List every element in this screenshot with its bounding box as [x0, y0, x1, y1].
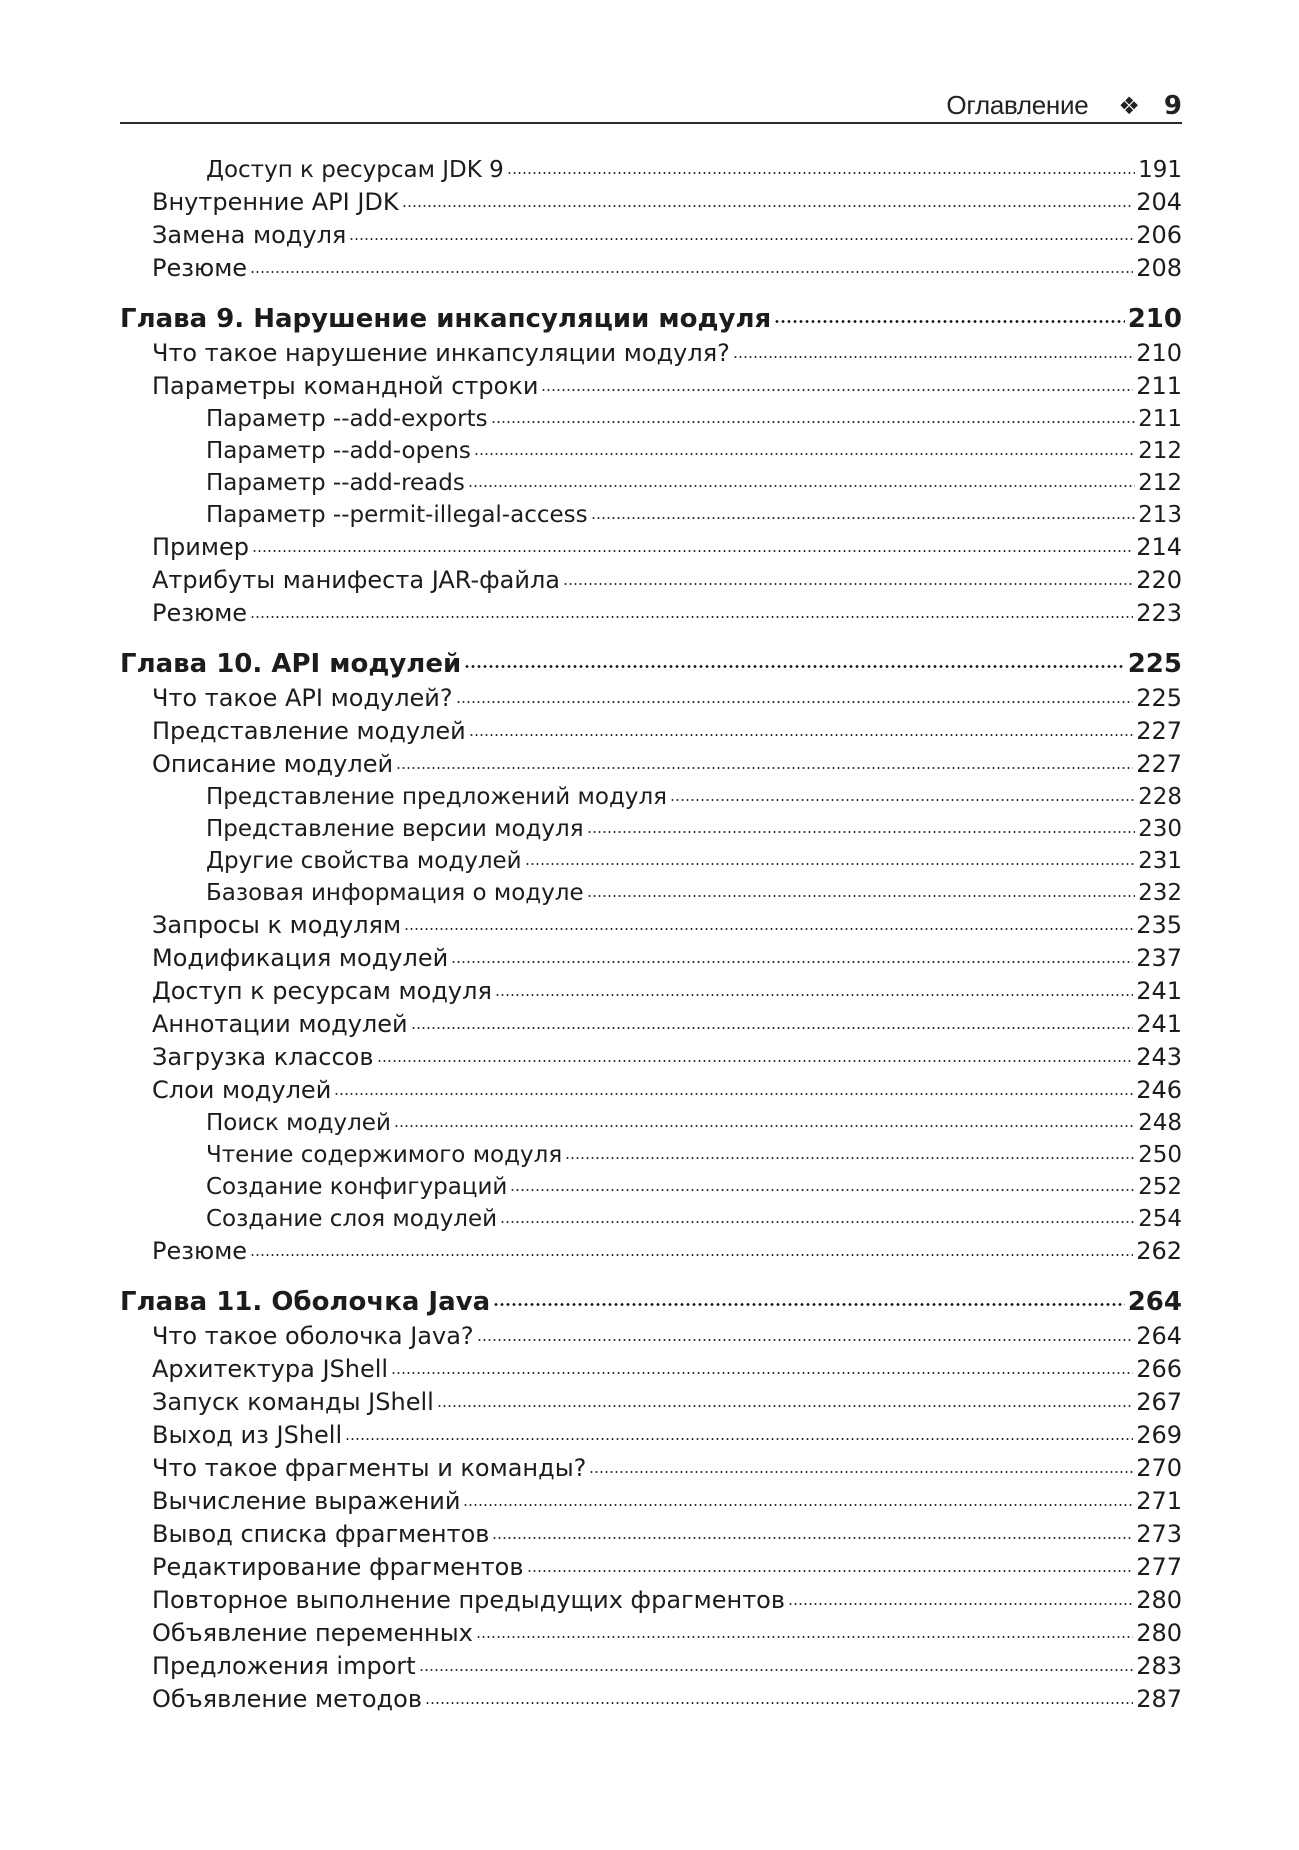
toc-entry — [120, 499, 1182, 531]
toc-entry-page: 206 — [1136, 221, 1182, 249]
toc-entry-page: 280 — [1136, 1619, 1182, 1647]
toc-entry — [120, 1074, 1182, 1107]
dot-leader — [377, 1060, 1134, 1062]
toc-entry-page: 212 — [1138, 438, 1182, 464]
toc-entry — [120, 564, 1182, 597]
toc-entry — [120, 467, 1182, 499]
toc-entry-page: 252 — [1138, 1174, 1182, 1200]
toc-entry — [120, 1386, 1182, 1419]
toc-entry-page: 210 — [1136, 339, 1182, 367]
toc-entry-label: Глава 9. Нарушение инкапсуляции модуля — [120, 304, 772, 334]
toc-entry-page: 232 — [1138, 880, 1182, 906]
toc-entry — [120, 1235, 1182, 1268]
toc-entry — [120, 219, 1182, 252]
toc-entry-label: Создание конфигураций — [206, 1174, 508, 1200]
toc-entry-page: 280 — [1136, 1586, 1182, 1614]
toc-entry — [120, 1203, 1182, 1235]
toc-entry-label: Представление предложений модуля — [206, 784, 667, 810]
toc-entry-page: 213 — [1138, 502, 1182, 528]
dot-leader — [468, 485, 1135, 487]
toc-entry-page: 230 — [1138, 816, 1182, 842]
toc-entry-page: 223 — [1136, 599, 1182, 627]
toc-entry-page: 220 — [1136, 566, 1182, 594]
dot-leader — [587, 895, 1135, 897]
toc-entry — [120, 1584, 1182, 1617]
dot-leader — [456, 701, 1134, 703]
toc-entry-label: Редактирование фрагментов — [152, 1553, 524, 1581]
toc-entry — [120, 748, 1182, 781]
toc-chapter-entry — [120, 301, 1182, 337]
dot-leader — [565, 1157, 1135, 1159]
dot-leader — [670, 799, 1135, 801]
dot-leader — [252, 550, 1133, 552]
toc-entry-page: 269 — [1136, 1421, 1182, 1449]
toc-entry-label: Объявление методов — [152, 1685, 422, 1713]
toc-entry — [120, 435, 1182, 467]
toc-entry-label: Создание слоя модулей — [206, 1206, 498, 1232]
toc-entry-page: 225 — [1127, 649, 1182, 679]
toc-entry-page: 211 — [1138, 406, 1182, 432]
toc-entry-page: 241 — [1136, 1010, 1182, 1038]
toc-entry-page: 271 — [1136, 1487, 1182, 1515]
dot-leader — [591, 517, 1135, 519]
toc-entry-label: Загрузка классов — [152, 1043, 374, 1071]
toc-entry-label: Замена модуля — [152, 221, 347, 249]
toc-entry-label: Резюме — [152, 254, 248, 282]
toc-entry-label: Описание модулей — [152, 750, 394, 778]
dot-leader — [527, 1570, 1134, 1572]
toc-entry — [120, 1617, 1182, 1650]
dot-leader — [788, 1603, 1133, 1605]
toc-entry-label: Что такое оболочка Java? — [152, 1322, 474, 1350]
toc-entry — [120, 1452, 1182, 1485]
toc-entry-page: 204 — [1136, 188, 1182, 216]
dot-leader — [563, 583, 1133, 585]
toc-entry-label: Запуск команды JShell — [152, 1388, 434, 1416]
toc-entry-page: 237 — [1136, 944, 1182, 972]
toc-entry-page: 208 — [1136, 254, 1182, 282]
dot-leader — [250, 271, 1133, 273]
toc-entry-label: Доступ к ресурсам JDK 9 — [206, 157, 504, 183]
toc-entry-page: 227 — [1136, 750, 1182, 778]
toc-entry-label: Объявление переменных — [152, 1619, 473, 1647]
dot-leader — [525, 863, 1135, 865]
running-head — [120, 88, 1182, 124]
dot-leader — [500, 1221, 1135, 1223]
toc-entry — [120, 1008, 1182, 1041]
toc-entry-page: 246 — [1136, 1076, 1182, 1104]
dot-leader — [733, 356, 1133, 358]
dot-leader — [510, 1189, 1135, 1191]
toc-entry-page: 264 — [1127, 1287, 1182, 1317]
toc-entry-page: 287 — [1136, 1685, 1182, 1713]
toc-entry-page: 214 — [1136, 533, 1182, 561]
dot-leader — [541, 389, 1133, 391]
toc-entry — [120, 1419, 1182, 1452]
toc-entry-label: Что такое API модулей? — [152, 684, 453, 712]
dot-leader — [469, 734, 1133, 736]
dot-leader — [474, 453, 1135, 455]
dot-leader — [492, 1537, 1133, 1539]
toc-entry — [120, 1551, 1182, 1584]
toc-entry-page: 250 — [1138, 1142, 1182, 1168]
toc-chapter-entry — [120, 1284, 1182, 1320]
dot-leader — [402, 205, 1134, 207]
toc-entry — [120, 597, 1182, 630]
toc-entry-label: Представление версии модуля — [206, 816, 584, 842]
toc-entry — [120, 942, 1182, 975]
toc-entry-label: Параметр --permit-illegal-access — [206, 502, 588, 528]
page-number: 9 — [1163, 91, 1182, 121]
dot-leader — [589, 1471, 1133, 1473]
running-head-group — [946, 90, 1182, 121]
dot-leader — [419, 1669, 1134, 1671]
toc-entry-page: 227 — [1136, 717, 1182, 745]
dot-leader — [250, 616, 1133, 618]
toc-entry-label: Глава 10. API модулей — [120, 649, 462, 679]
toc-entry-label: Параметр --add-reads — [206, 470, 465, 496]
dot-leader — [425, 1702, 1133, 1704]
dot-leader — [345, 1438, 1133, 1440]
toc-entry — [120, 975, 1182, 1008]
dot-leader — [394, 1125, 1135, 1127]
dot-leader — [463, 1504, 1133, 1506]
toc-entry-page: 211 — [1136, 372, 1182, 400]
toc-entry-page: 210 — [1127, 304, 1182, 334]
toc-entry-page: 228 — [1138, 784, 1182, 810]
toc-entry — [120, 715, 1182, 748]
toc-entry-page: 243 — [1136, 1043, 1182, 1071]
toc-entry-label: Другие свойства модулей — [206, 848, 522, 874]
toc-entry-label: Что такое фрагменты и команды? — [152, 1454, 587, 1482]
toc-entry-label: Слои модулей — [152, 1076, 332, 1104]
toc-entry — [120, 531, 1182, 564]
toc-entry — [120, 845, 1182, 877]
toc-entry-label: Поиск модулей — [206, 1110, 391, 1136]
toc-entry-page: 241 — [1136, 977, 1182, 1005]
toc-entry-label: Архитектура JShell — [152, 1355, 389, 1383]
toc-entry-label: Параметр --add-exports — [206, 406, 488, 432]
toc-entry-label: Параметры командной строки — [152, 372, 539, 400]
toc-entry-page: 235 — [1136, 911, 1182, 939]
toc-entry-label: Внутренние API JDK — [152, 188, 399, 216]
toc-entry — [120, 403, 1182, 435]
toc-entry-label: Что такое нарушение инкапсуляции модуля? — [152, 339, 730, 367]
toc-entry — [120, 1683, 1182, 1716]
book-page — [120, 88, 1182, 1716]
toc-entry — [120, 1650, 1182, 1683]
toc-entry-label: Резюме — [152, 1237, 248, 1265]
dot-leader — [495, 994, 1133, 996]
toc-entry-page: 266 — [1136, 1355, 1182, 1383]
toc-entry — [120, 1139, 1182, 1171]
toc-entry — [120, 154, 1182, 186]
toc-entry-label: Атрибуты манифеста JAR-файла — [152, 566, 560, 594]
running-head-title: Оглавление — [946, 90, 1089, 120]
toc-entry-page: 248 — [1138, 1110, 1182, 1136]
dot-leader — [437, 1405, 1133, 1407]
toc-entry-page: 267 — [1136, 1388, 1182, 1416]
toc-entry-page: 277 — [1136, 1553, 1182, 1581]
dot-leader — [774, 320, 1125, 323]
toc-entry-page: 254 — [1138, 1206, 1182, 1232]
toc-entry — [120, 1107, 1182, 1139]
toc-entry-page: 262 — [1136, 1237, 1182, 1265]
toc-entry-label: Вывод списка фрагментов — [152, 1520, 490, 1548]
toc-entry-label: Предложения import — [152, 1652, 416, 1680]
toc-entry — [120, 781, 1182, 813]
dot-leader — [411, 1027, 1134, 1029]
toc-entry — [120, 252, 1182, 285]
toc-entry — [120, 877, 1182, 909]
toc-entry — [120, 909, 1182, 942]
toc-entry — [120, 813, 1182, 845]
dot-leader — [404, 928, 1133, 930]
toc-entry-label: Глава 11. Оболочка Java — [120, 1287, 491, 1317]
toc-entry-page: 273 — [1136, 1520, 1182, 1548]
dot-leader — [250, 1254, 1133, 1256]
toc-entry — [120, 1518, 1182, 1551]
dot-leader — [391, 1372, 1133, 1374]
toc-entry — [120, 1320, 1182, 1353]
toc-entry-label: Доступ к ресурсам модуля — [152, 977, 492, 1005]
dot-leader — [451, 961, 1133, 963]
dot-leader — [507, 172, 1135, 174]
toc-entry — [120, 186, 1182, 219]
toc-entry-label: Выход из JShell — [152, 1421, 343, 1449]
toc-entry-page: 212 — [1138, 470, 1182, 496]
toc-entry-label: Вычисление выражений — [152, 1487, 461, 1515]
dot-leader — [493, 1303, 1125, 1306]
dot-leader — [464, 665, 1125, 668]
toc-entry-label: Параметр --add-opens — [206, 438, 471, 464]
toc-entry-label: Аннотации модулей — [152, 1010, 408, 1038]
toc-entry-label: Модификация модулей — [152, 944, 449, 972]
toc-entry — [120, 1353, 1182, 1386]
toc-entry — [120, 370, 1182, 403]
table-of-contents — [120, 154, 1182, 1716]
toc-entry-page: 283 — [1136, 1652, 1182, 1680]
toc-entry-page: 270 — [1136, 1454, 1182, 1482]
toc-entry — [120, 682, 1182, 715]
toc-entry-label: Представление модулей — [152, 717, 466, 745]
ornament-icon: ❖ — [1118, 92, 1140, 120]
toc-entry-page: 231 — [1138, 848, 1182, 874]
toc-entry-label: Чтение содержимого модуля — [206, 1142, 563, 1168]
toc-entry — [120, 1171, 1182, 1203]
toc-entry — [120, 1485, 1182, 1518]
toc-entry-label: Резюме — [152, 599, 248, 627]
dot-leader — [491, 421, 1136, 423]
dot-leader — [334, 1093, 1133, 1095]
toc-chapter-entry — [120, 646, 1182, 682]
toc-entry — [120, 337, 1182, 370]
toc-entry-page: 191 — [1138, 157, 1182, 183]
toc-entry — [120, 1041, 1182, 1074]
dot-leader — [587, 831, 1136, 833]
toc-entry-label: Запросы к модулям — [152, 911, 402, 939]
toc-entry-page: 225 — [1136, 684, 1182, 712]
dot-leader — [349, 238, 1133, 240]
toc-entry-label: Пример — [152, 533, 249, 561]
dot-leader — [396, 767, 1133, 769]
dot-leader — [477, 1339, 1134, 1341]
toc-entry-label: Повторное выполнение предыдущих фрагментов — [152, 1586, 785, 1614]
toc-entry-label: Базовая информация о модуле — [206, 880, 584, 906]
toc-entry-page: 264 — [1136, 1322, 1182, 1350]
dot-leader — [476, 1636, 1133, 1638]
